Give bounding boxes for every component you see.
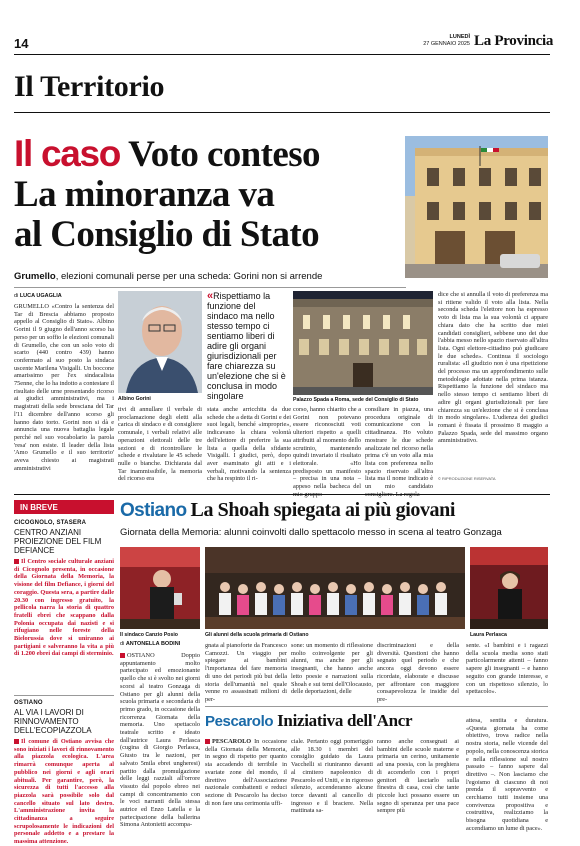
ostiano-bullet [120, 653, 125, 658]
pescarolo-col4: attesa, sentita e duratura. «Questa giornata ha come obiettivo, trova radice nella nostra storia, nelle vicende del popolo, nella conoscenza storica e nella riflessione sul nostro passato – fanno sapere dal direttivo –. Non lasciamo che l'egoismo di ciascuno di noi prenda il sopravvento e cerchiamo tutti insieme una convivenza propositiva e costruttiva, realizziamo la bisogna quotidiana e accendiamo un lume di pace». [466, 717, 548, 832]
pull-quote: «Rispettiamo la funzione del sindaco ma nello stesso tempo ci sentiamo liberi di adire gli organi giurisdizionali per fare chiarezza su un'elezione che si è conclusa in modo singolare [207, 290, 286, 401]
town-hall-photo [405, 136, 548, 278]
mayor-photo [120, 547, 200, 629]
brief2-place: OSTIANO [14, 700, 43, 706]
subhead-rest: , elezioni comunali perse per una scheda: Gorini non si arrende [55, 271, 323, 282]
portrait-illustration [118, 291, 202, 393]
students-caption: Gli alunni della scuola primaria di Ostiano [205, 632, 309, 638]
ostiano-col5: sente. «I bambini e i ragazzi della scuola media sono stati particolarmente attenti – fanno sapere gli insegnanti – e hanno seguito con grande interesse, e con un rispettoso silenzio, lo spettacolo». [466, 642, 548, 696]
newspaper-name: La Provincia [474, 33, 554, 49]
pescarolo-divider [205, 706, 548, 707]
brief2-bullet [14, 739, 19, 744]
pescarolo-col2: ciale. Pertanto oggi pomeriggio alle 18.30 i membri del consiglio guidato da Laura Vacchelli si riuniranno davanti al cimitero napoleonico di Pescarolo ed Uniti, e in rigoroso silenzio, accenderanno alcune torce davanti al cancello di ingresso e il braciere. Nella mattinata sa- [291, 738, 373, 815]
headline-line1: Voto conteso [128, 134, 320, 175]
top-col5: consiliare in piazza, una procedura originale di comunicazione con la cittadinanza. Ho voluto mostrare le due schede analizzate nel ricorso nella prima c'è un voto alla mia lista con preferenza nello spazio riservato all'altra lista ma il nome indicato è un mio candidato [365, 406, 433, 491]
masthead-rule [14, 54, 550, 55]
headline-line3: al Consiglio di Stato [14, 214, 320, 255]
brief-item-1 [14, 520, 114, 704]
top-subhead [14, 271, 404, 282]
top-headline [14, 134, 404, 255]
headline-line2: La minoranza va [14, 174, 275, 215]
ostiano-col3: sone: un momento di riflessione molto coinvolgente per gli alunni, ma anche per gli insegnanti, che hanno anche letto poesie e narrazioni sulla Shoah e sui temi dell'Olocausto, delle deportazioni, delle [291, 642, 373, 696]
subhead-lead: Grumello [14, 271, 56, 282]
headline-kicker: Il caso [14, 133, 121, 174]
gorini-photo [118, 291, 202, 393]
pescarolo-col3: ranno anche consegnati ai bambini delle scuole materne e primaria un cerino, unitamente ad una poesia, con la preghiera di accenderlo con i propri genitori di lasciarlo sulla finestra di casa, così che tante piccole luci possano essere un segno di speranza per una pace sempre più [377, 738, 459, 815]
top-col3: stata anche arricchita da due schede che a detta di Gorini e dei suoi legali, benché «improprie», indicavano la chiara volontà dell'elettore di preferire la sua lista a quella della sfidante Visigalli. I giudici, però, dopo aver esaminato gli atti e i verbali, motivando la sentenza che ha respinto il ri- [207, 406, 291, 483]
brief1-title: CENTRO ANZIANI PROIEZIONE DEL FILM DEFIANCE [14, 528, 102, 555]
ostiano-col1: OSTIANO Doppio appuntamento molto partecipato ed emozionante quello che si è svolto nei giorni scorsi al teatro Gonzaga di Ostiano per gli alunni della scuola primaria e secondaria di primo grado, in occasione della ricorrenza Giornata della memoria. Uno spettacolo teatrale scritto e ideato dall'autrice Laura Perlasca (cugina di Giorgio Perlasca, Giusto tra le nazioni, per salvato 5mila ebrei ungheresi) partito dalla promulgazione delle leggi razziali all'orrore vissuto dal popolo ebreo nei campi di concentramento con le voci narranti della stessa autrice ed Enzo Latella e la partecipazione della ballerina Simona Antonietti accompa- [120, 652, 200, 829]
brief-item-2 [14, 700, 114, 846]
copyright-credit: © RIPRODUZIONE RISERVATA [438, 476, 496, 481]
gorini-caption: Albino Gorini [118, 396, 151, 402]
pescarolo-headline [205, 711, 412, 731]
perlasca-photo [470, 547, 548, 629]
top-col1: GRUMELLO «Contro la sentenza del Tar di Brescia abbiamo proposto appello al Consiglio di Stato». Albino Gorini il 9 giugno dell'anno scorso ha perso per un soffio le elezioni comunali di Grumello, che con un solo voto di scarto (440 contro 439) hanno confermato al suo posto la sindaca uscente Marilena Visigalli. Un boccone amarissimo per l'ex sindacalista 75enne, che lo ha indotto a contestare il risultato delle urne presentando ricorso ai giudici amministrativi, ma i magistrati della sede bresciana del Tar l'11 dicembre dell'anno scorso gli hanno dato torto. Gorini non si dà e annuncia una nuova battaglia legale perché nel suo vocabolario la parola 'resa' non esiste. Il leader della lista 'Amo Grumello e il suo territorio' aveva chiesto ai magistrati amministrativi [14, 303, 115, 472]
ostiano-title: La Shoah spiegata ai più giovani [190, 499, 456, 521]
pescarolo-kicker: Pescarolo [205, 713, 274, 730]
ostiano-subhead: Giornata della Memoria: alunni coinvolti dallo spettacolo messo in scena al teatro Gonzaga [120, 527, 502, 538]
palazzo-spada-photo [293, 291, 433, 395]
perlasca-illustration [470, 547, 548, 629]
palace-illustration [293, 291, 433, 395]
section-rule [14, 112, 550, 113]
brief2-title: AL VIA I LAVORI DI RINNOVAMENTO DELL'ECOPIAZZOLA [14, 708, 92, 735]
brief1-bullet [14, 559, 19, 564]
students-photo [205, 547, 465, 629]
pescarolo-col1: PESCAROLO In occasione della Giornata della Memoria, in segno di rispetto per quanto sta accadendo di terribile in svariate zone del mondo, il direttivo dell'Associazione nazionale combattenti e reduci sezione di Pescarolo ha deciso di non fare una cerimonia uffi- [205, 738, 287, 807]
mayor-illustration [120, 547, 200, 629]
ostiano-byline: di ANTONELLA BODINI [120, 641, 181, 647]
page-number: 14 [14, 36, 29, 51]
quote-mark: « [207, 290, 214, 302]
town-hall-illustration [405, 136, 548, 278]
story-divider [14, 494, 550, 495]
brief1-place: CICOGNOLO, STASERA [14, 520, 87, 526]
brief1-body: Il Centro sociale culturale anziani di Cicognolo presenta, in occasione della Giornata della Memoria, la visione del film Defiance, i giorni del coraggio. Questa sera, a partire dalle 20.30 con ingresso gratuito, la pellicola narra la storia di quattro fratelli ebrei che scappano dalla Polonia occupata dai nazisti e si rifugiano nelle foreste della Bielorussia dove si uniranno ai partigiani e salveranno la vita a più di 1.200 ebrei dai campi di sterminio. [14, 558, 114, 658]
palazzo-caption: Palazzo Spada a Roma, sede del Consiglio di Stato [293, 397, 419, 403]
pescarolo-bullet [205, 739, 210, 744]
top-col6: dice che si annulla il voto di preferenza ma si ritiene valido il voto alla lista. Nella seconda scheda l'elettore non ha espresso voto di lista ma la sua volontà ci appare chiara dato che ha scritto due miei candidati consiglieri, sebbene uno dei due l'abbia messo nello spazio riservato all'altra lista. Ogni elettore-cittadino può giudicare le due schede». Continua il sociologo ruralista: «Il giudizio non è una ripetizione del processo ma un approfondimento sulle metodologie adottate nella prima istanza. Rispettiamo la funzione del sindaco ma nello stesso tempo ci sentiamo liberi di adire gli organi giurisdizionali per fare chiarezza su un'elezione che si è conclusa in modo singolare». L'udienza dei giudici romani è fissata il prossimo 8 maggio a Palazzo Spada, sede del massimo organo amministrativo. [438, 291, 548, 445]
section-title: Il Territorio [14, 70, 165, 103]
subhead-rule [14, 287, 406, 288]
date-day: LUNEDÌ [449, 34, 470, 40]
ostiano-kicker: Ostiano [120, 500, 187, 521]
students-illustration [205, 547, 465, 629]
ostiano-col4: discriminazioni e della diversità. Questioni che hanno segnato quel periodo e che ancora oggi devono essere ricordate, elaborate e discusse per affrontare con maggiore consapevolezza le insidie del pre- [377, 642, 459, 703]
brief2-body: Il comune di Ostiano avvisa che sono iniziati i lavori di rinnovamento alla piazzola ecologica. L'area rimarrà comunque aperta al pubblico nei giorni e agli orari abituali. Per garantire, però, la sicurezza di tutti l'accesso alla piazzola sarà possibile solo dal cancello situato sul lato destro. L'amministrazione invita la cittadinanza a seguire scrupolosamente le indicazioni del personale addetto e a prestare la massima attenzione. [14, 738, 114, 846]
briefs-header: IN BREVE [14, 500, 114, 514]
date-text: 27 GENNAIO 2025 [423, 41, 470, 47]
pescarolo-title: Iniziativa dell'Ancr [277, 711, 413, 730]
ostiano-headline [120, 499, 550, 522]
perlasca-caption: Laura Perlasca [470, 632, 507, 638]
top-byline: di LUCA UGAGLIA [14, 293, 62, 299]
top-col4: corso, hanno chiarito che a Gorini non potevano essere riconosciuti voti ulteriori rispetto a quelli attribuiti al momento dello scrutinio, mantenendo quindi invariato il risultato elettorale. «Ho predisposto un manifesto – precisa in una nota – appeso nella bacheca del [293, 406, 361, 491]
mayor-caption: Il sindaco Canzio Posio [120, 632, 178, 638]
briefs-divider [14, 695, 114, 696]
ostiano-col2: gnata al pianoforte da Francesco Camozzi. Un viaggio per spiegare ai bambini l'importanza del fare memoria di uno dei periodi più bui della storia dell'umanità nel quale venne ro assassinati milioni di per- [205, 642, 287, 703]
top-col2: tivi di annullare il verbale di proclamazione degli eletti alla carica di sindaco e di consigliere comunale, i verbali relativi alle operazioni elettorali delle tre sezioni e di ricontrollare le schede e rivalutare le 45 schede nulle o bianche. Dichiarata dal Tar inammissibile, la memoria del ricorso era [118, 406, 202, 483]
